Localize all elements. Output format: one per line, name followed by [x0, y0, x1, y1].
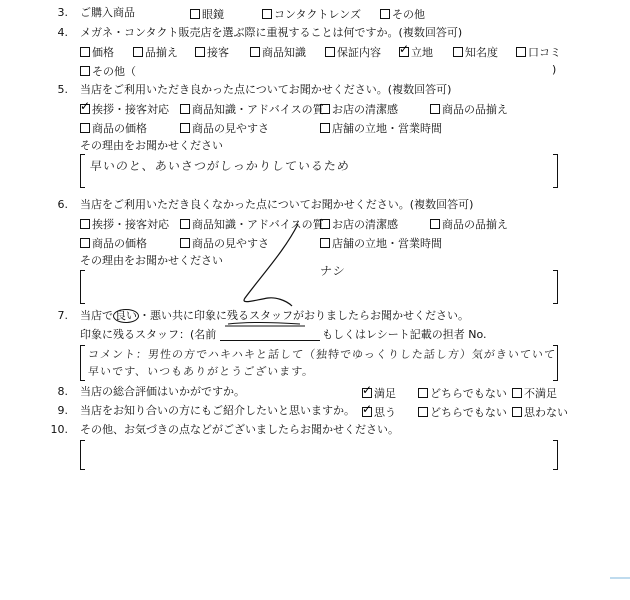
option-label: 満足: [374, 387, 396, 400]
q5-reason-handwriting[interactable]: 早いのと、あいさつがしっかりしているため: [89, 159, 351, 173]
option-label: その他（: [92, 65, 136, 78]
checkbox[interactable]: [418, 388, 428, 398]
q3-number: 3.: [57, 6, 68, 19]
q7-circled-good[interactable]: 良い: [115, 309, 137, 322]
option-label: 眼鏡: [202, 8, 224, 21]
q7-staff-tail: もしくはレシート記載の担者 No.: [322, 328, 487, 341]
q9-option-yes[interactable]: [362, 404, 396, 420]
checkbox-checked[interactable]: [362, 407, 372, 417]
option-label: 品揃え: [145, 46, 178, 59]
q8-number: 8.: [57, 385, 68, 398]
option-label: 口コミ: [528, 46, 561, 59]
q6-number: 6.: [57, 198, 68, 211]
q5-reason-label: その理由をお聞かせください: [80, 139, 223, 152]
option-label: 商品の品揃え: [442, 103, 508, 116]
q3-text: ご購入商品: [80, 6, 135, 19]
q4-text: メガネ・コンタクト販売店を選ぶ際に重視することは何ですか。(複数回答可): [80, 26, 463, 39]
option-label: 挨拶・接客対応: [92, 218, 169, 231]
q10-bracket-left: [80, 440, 85, 470]
option-label: 価格: [92, 46, 114, 59]
option-label: 商品知識: [262, 46, 306, 59]
checkbox[interactable]: [512, 407, 522, 417]
option-label: 不満足: [524, 387, 557, 400]
q7-comment-line-1[interactable]: コメント：男性の方でハキハキと話して（独特でゆっくりした話し方）気がきいていて: [87, 348, 557, 361]
option-label: お店の清潔感: [332, 218, 398, 231]
q7-staff-name-field[interactable]: [220, 340, 320, 341]
q7-text-a: 当店で: [80, 309, 113, 322]
q6-reason-handwriting[interactable]: ナシ: [319, 264, 347, 278]
option-label: 挨拶・接客対応: [92, 103, 169, 116]
q7-text-b: ・悪い共に印象に残るスタッフがおりましたらお聞かせください。: [139, 309, 469, 322]
q5-number: 5.: [57, 83, 68, 96]
option-label: 保証内容: [337, 46, 381, 59]
option-label: 店舗の立地・営業時間: [332, 122, 442, 135]
option-label: 商品の見やすさ: [192, 122, 269, 135]
q7-comment-line-2[interactable]: 早いです、いつもありがとうございます。: [87, 365, 315, 378]
q10-text: その他、お気づきの点などがございましたらお聞かせください。: [80, 423, 399, 436]
option-label: その他: [392, 8, 425, 21]
q4-number: 4.: [57, 26, 68, 39]
q7-staff-label: 印象に残るスタッフ：(名前: [80, 328, 217, 341]
option-label: どちらでもない: [430, 406, 507, 419]
q6-reason-label: その理由をお聞かせください: [80, 254, 223, 267]
q8-text: 当店の総合評価はいかがですか。: [80, 385, 245, 398]
checkbox[interactable]: [418, 407, 428, 417]
q9-number: 9.: [57, 404, 68, 417]
checkbox-checked[interactable]: [362, 388, 372, 398]
q9-option-neutral[interactable]: [418, 404, 507, 420]
option-label: 店舗の立地・営業時間: [332, 237, 442, 250]
option-label: 商品知識・アドバイスの質: [192, 103, 324, 116]
q10-bracket-right: [553, 440, 558, 470]
option-label: 商品の価格: [92, 122, 147, 135]
q7-bracket-left: [80, 345, 85, 381]
option-label: コンタクトレンズ: [274, 8, 361, 21]
q6-text: 当店をご利用いただき良くなかった点についてお聞かせください。(複数回答可): [80, 198, 474, 211]
q8-option-neutral[interactable]: [418, 385, 507, 401]
q4-other-close: ): [552, 63, 557, 76]
option-label: 商品の価格: [92, 237, 147, 250]
option-label: 思う: [374, 406, 396, 419]
q9-option-no[interactable]: [512, 404, 568, 420]
q7-text: [80, 309, 469, 323]
option-label: 商品知識・アドバイスの質: [192, 218, 324, 231]
option-label: 立地: [411, 46, 433, 59]
q9-text: 当店をお知り合いの方にもご紹介したいと思いますか。: [80, 404, 355, 417]
q5-text: 当店をご利用いただき良かった点についてお聞かせください。(複数回答可): [80, 83, 452, 96]
q8-option-satisfied[interactable]: [362, 385, 396, 401]
checkbox[interactable]: [512, 388, 522, 398]
option-label: 接客: [207, 46, 229, 59]
q7-number: 7.: [57, 309, 68, 322]
option-label: お店の清潔感: [332, 103, 398, 116]
option-label: 商品の品揃え: [442, 218, 508, 231]
q8-option-dissatisfied[interactable]: [512, 385, 557, 401]
q10-number: 10.: [50, 423, 68, 436]
option-label: 知名度: [465, 46, 498, 59]
option-label: どちらでもない: [430, 387, 507, 400]
option-label: 思わない: [524, 406, 568, 419]
option-label: 商品の見やすさ: [192, 237, 269, 250]
